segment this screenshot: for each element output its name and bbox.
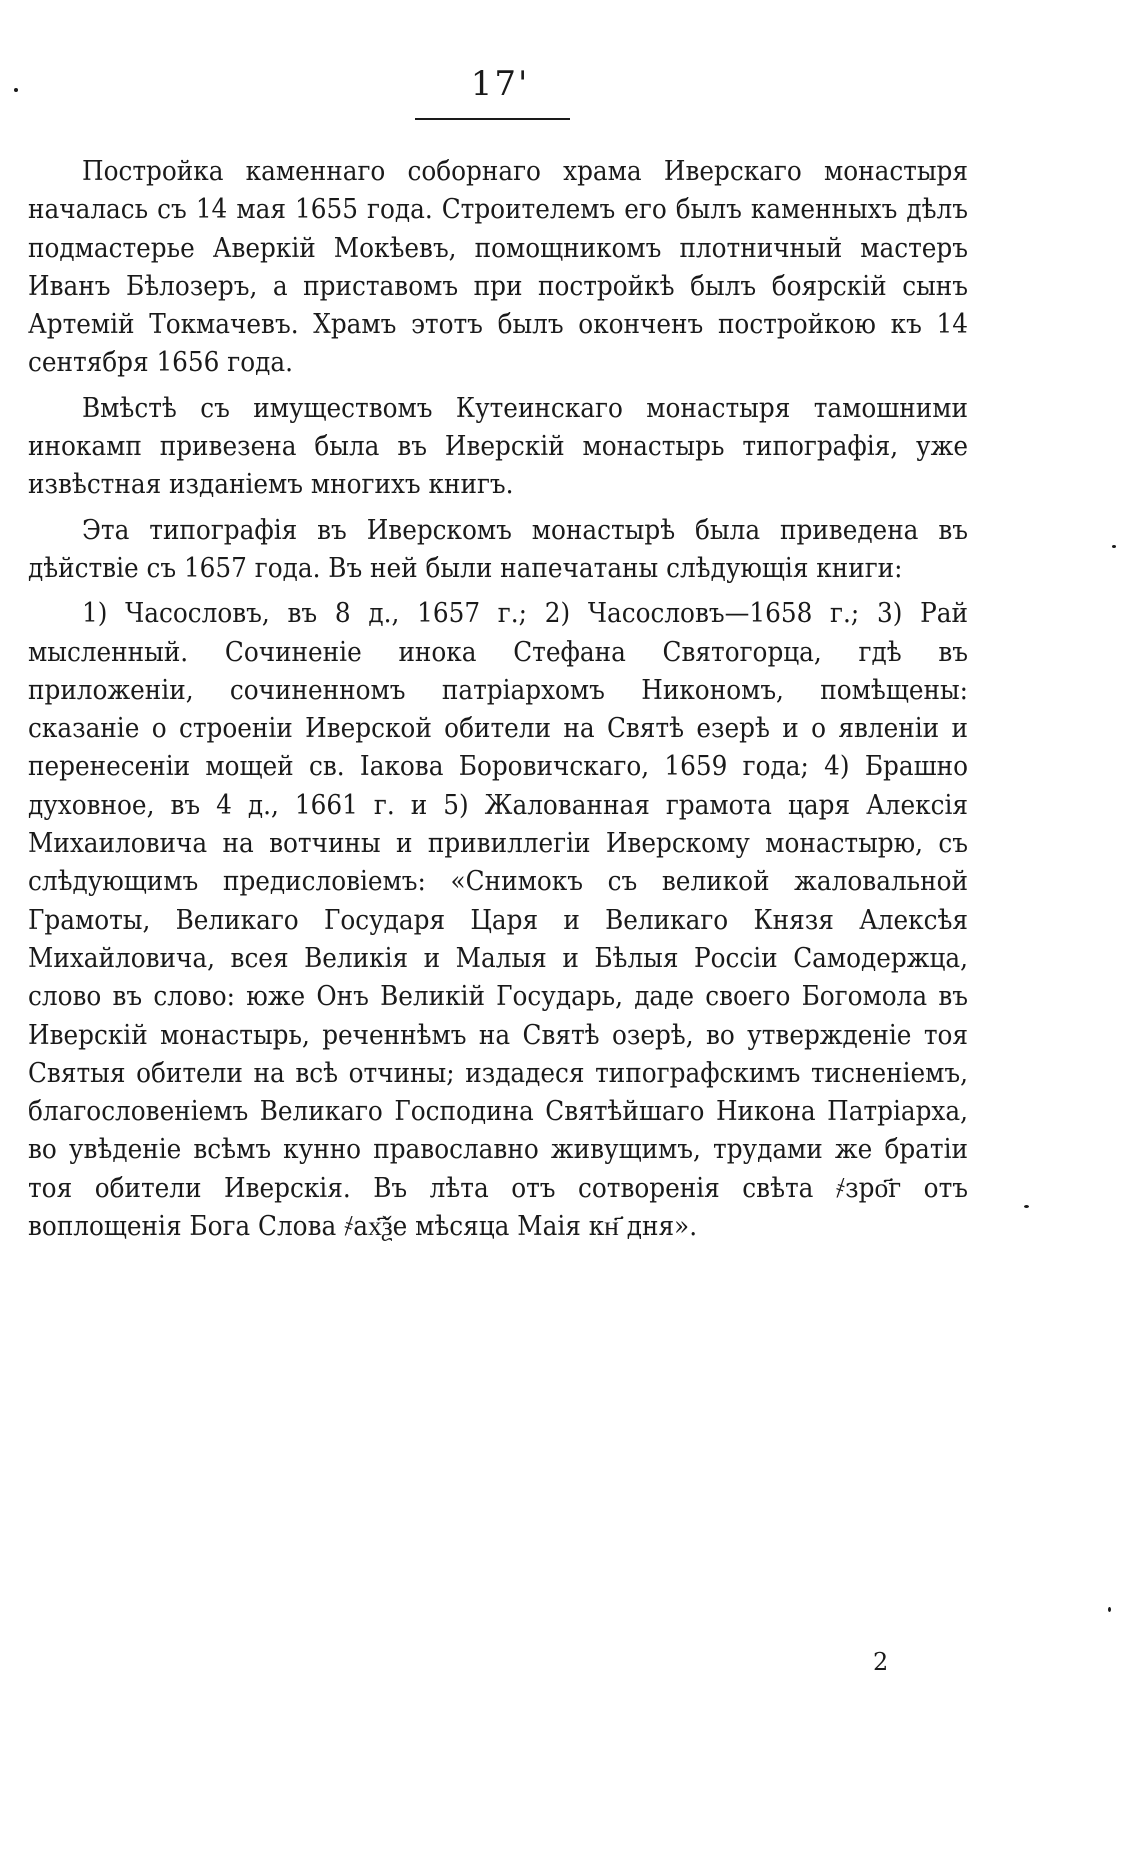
paragraph-printing-house-transfer: Вмѣстѣ съ имуществомъ Кутеинскаго монастыря тамошними инокамп привезена была въ Иверскій монастырь типографія, уже извѣстная изданіемъ многихъ книгъ. xyxy=(28,391,968,501)
print-speck xyxy=(1108,1607,1111,1612)
paragraph-printed-books-list: 1) Часословъ, въ 8 д., 1657 г.; 2) Часословъ—1658 г.; 3) Рай мысленный. Сочиненіе инока Стефана Святогорца, гдѣ въ приложеніи, сочиненномъ патріархомъ Никономъ, помѣщены: сказаніе о строеніи Иверской обители на Святѣ езерѣ и о явленіи и перенесеніи мощей св. Іакова Боровичскаго, 1659 года; 4) Брашно духовное, въ 4 д., 1661 г. и 5) Жалованная грамота царя Алексія Михаиловича на вотчины и привиллегіи Иверскому монастырю, съ слѣдующимъ предисловіемъ: «Снимокъ съ великой жаловальной Грамоты, Великаго Государя Царя и Великаго Князя Алексѣя Михайловича, всея Великія и Малыя и Бѣлыя Россіи Самодержца, слово въ слово: юже Онъ Великій Государь, даде своего Богомола въ Иверскій монастырь, реченнѣмъ на Святѣ озерѣ, во утвержденіе тоя Святыя обители на всѣ отчины; издадеся типографскимъ тисненіемъ, благословеніемъ Великаго Господина Святѣйшаго Никона Патріарха, во увѣденіе всѣмъ кунно православно живущимъ, трудами же братіи тоя обители Иверскія. Въ лѣта отъ сотворенія свѣта ҂зро҃г отъ воплощенія Бога Слова ҂ах҃ѯе мѣсяца Маія кн҃ дня». xyxy=(28,597,968,1243)
print-speck xyxy=(14,88,18,92)
page-number: 17' xyxy=(470,64,530,104)
print-speck xyxy=(1112,545,1116,548)
print-speck xyxy=(1024,1205,1029,1208)
paragraph-printing-house-start: Эта типографія въ Иверскомъ монастырѣ была приведена въ дѣйствіе съ 1657 года. Въ ней были напечатаны слѣдующія книги: xyxy=(28,513,968,584)
page-number-rule xyxy=(415,118,570,120)
signature-mark: 2 xyxy=(873,1648,889,1676)
paragraph-cathedral-construction: Постройка каменнаго соборнаго храма Иверскаго монастыря началась съ 14 мая 1655 года. Строителемъ его былъ каменныхъ дѣлъ подмастерье Аверкій Мокѣевъ, помощникомъ плотничный мастеръ Иванъ Бѣлозеръ, а приставомъ при постройкѣ былъ боярскій сынъ Артемій Токмачевъ. Храмъ этотъ былъ оконченъ постройкою къ 14 сентября 1656 года. xyxy=(28,155,968,379)
body-text xyxy=(28,152,968,1252)
